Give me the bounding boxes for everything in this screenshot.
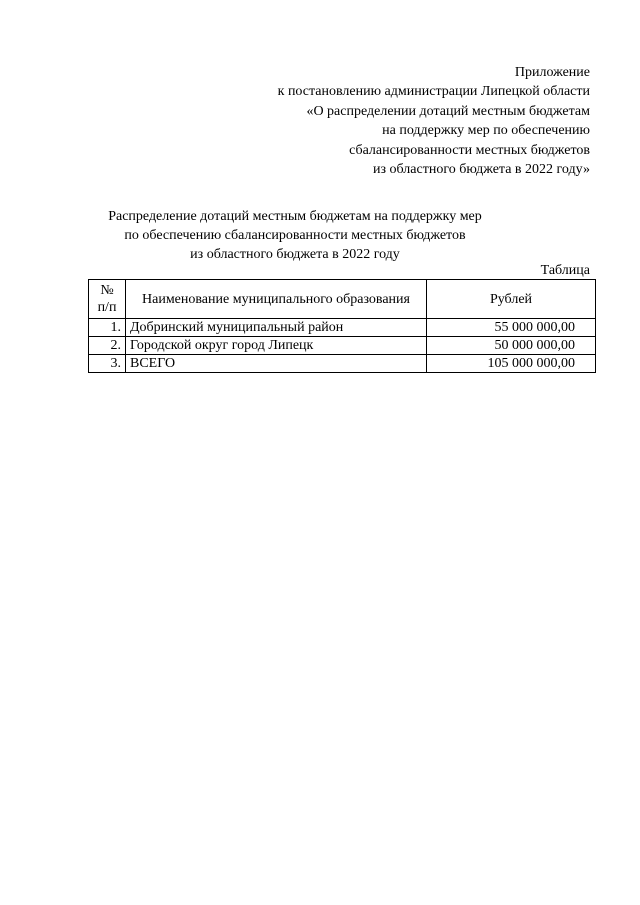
table-header-row — [89, 280, 596, 319]
row-amount: 50 000 000,00 — [427, 337, 596, 355]
row-name: Добринский муниципальный район — [126, 319, 427, 337]
appendix-line: сбалансированности местных бюджетов — [349, 142, 590, 158]
title-line: по обеспечению сбалансированности местных бюджетов — [124, 228, 466, 243]
table-row-total — [89, 355, 596, 373]
row-num: 3. — [89, 355, 126, 373]
row-name: Городской округ город Липецк — [126, 337, 427, 355]
appendix-header — [170, 63, 590, 179]
appendix-line: Приложение — [514, 65, 590, 80]
table-label: Таблица — [540, 263, 590, 278]
table-row — [89, 319, 596, 337]
document-title — [90, 207, 595, 264]
header-name: Наименование муниципального образования — [126, 280, 427, 319]
appendix-line: из областного бюджета в 2022 году» — [373, 162, 590, 178]
row-amount: 105 000 000,00 — [427, 355, 596, 373]
header-num-line2: п/п — [97, 300, 117, 315]
title-line: Распределение дотаций местным бюджетам на поддержку мер — [108, 209, 482, 224]
title-line: из областного бюджета в 2022 году — [190, 247, 400, 262]
row-amount: 55 000 000,00 — [427, 319, 596, 337]
header-amount: Рублей — [427, 280, 596, 319]
appendix-line: к постановлению администрации Липецкой области — [277, 84, 590, 100]
header-num — [89, 280, 126, 319]
budget-table — [88, 279, 596, 373]
row-num: 1. — [89, 319, 126, 337]
appendix-line: «О распределении дотаций местным бюджетам — [306, 103, 590, 119]
row-name: ВСЕГО — [126, 355, 427, 373]
row-num: 2. — [89, 337, 126, 355]
table-row — [89, 337, 596, 355]
header-num-line1: № — [100, 283, 114, 298]
appendix-line: на поддержку мер по обеспечению — [382, 123, 590, 139]
